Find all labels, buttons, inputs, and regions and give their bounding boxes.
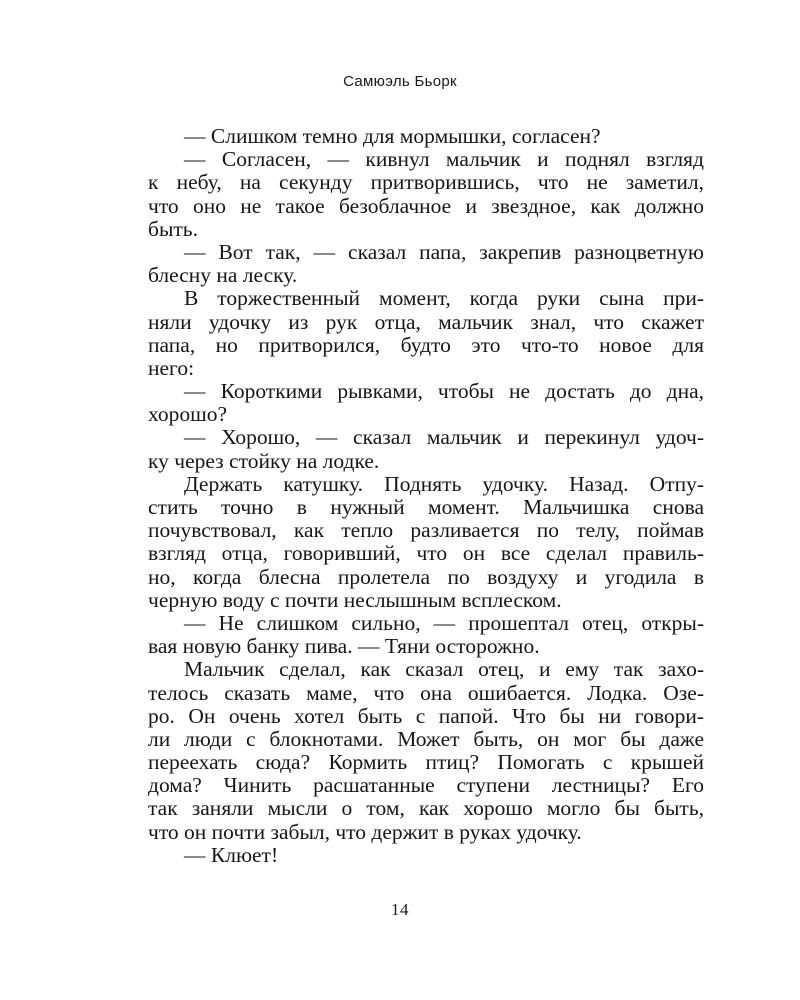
text-line: — Слишком темно для мормышки, согласен? xyxy=(184,124,601,148)
text-line: к небу, на секунду притворившись, что не заметил, xyxy=(148,170,704,195)
running-head-author: Самюэль Бьорк xyxy=(343,73,457,90)
text-line: дома? Чинить расшатанные ступени лестницы? Его xyxy=(148,773,704,798)
text-line: стить точно в нужный момент. Мальчишка снова xyxy=(148,495,704,519)
text-line: телось сказать маме, что она ошибается. Лодка. Озе- xyxy=(148,680,704,705)
text-line: Мальчик сделал, как сказал отец, и ему так захо- xyxy=(184,657,704,682)
text-line: него: xyxy=(148,355,195,380)
text-line: — Согласен, — кивнул мальчик и поднял взгляд xyxy=(184,147,704,172)
text-line: почувствовал, как тепло разливается по телу, поймав xyxy=(148,518,704,543)
text-line: папа, но притворился, будто это что-то новое для xyxy=(148,332,704,357)
text-line: — Короткими рывками, чтобы не достать до дна, xyxy=(184,379,704,404)
text-line: Держать катушку. Поднять удочку. Назад. Отпу- xyxy=(184,471,704,496)
text-line: что он почти забыл, что держит в руках удочку. xyxy=(148,819,582,844)
text-line: ку через стойку на лодке. xyxy=(148,448,380,473)
text-line: быть. xyxy=(148,216,198,241)
text-line: В торжественный момент, когда руки сына при- xyxy=(184,286,704,311)
text-line: взгляд отца, говоривший, что он все сделал правиль- xyxy=(148,541,704,566)
text-line: что оно не такое безоблачное и звездное, как должно xyxy=(148,193,704,218)
text-line: няли удочку из рук отца, мальчик знал, что скажет xyxy=(148,309,704,334)
text-line: блесну на леску. xyxy=(148,263,298,288)
page-number: 14 xyxy=(391,900,409,919)
text-line: вая новую банку пива. — Тяни осторожно. xyxy=(148,634,540,659)
text-line: так заняли мысли о том, как хорошо могло бы быть, xyxy=(148,796,704,821)
text-line: — Не слишком сильно, — прошептал отец, откры- xyxy=(184,610,704,635)
body-text xyxy=(148,125,704,867)
text-line: черную воду с почти неслышным всплеском. xyxy=(148,587,562,612)
text-line: хорошо? xyxy=(148,402,228,427)
text-line: переехать сюда? Кормить птиц? Помогать с крышей xyxy=(148,750,704,775)
text-line: — Клюет! xyxy=(184,842,279,867)
text-line: — Вот так, — сказал папа, закрепив разноцветную xyxy=(184,239,704,264)
text-line: но, когда блесна пролетела по воздуху и угодила в xyxy=(148,564,704,589)
text-line: — Хорошо, — сказал мальчик и перекинул удоч- xyxy=(184,425,704,450)
text-line: ли люди с блокнотами. Может быть, он мог бы даже xyxy=(148,726,704,751)
text-line: ро. Он очень хотел быть с папой. Что бы ни говори- xyxy=(148,703,704,728)
